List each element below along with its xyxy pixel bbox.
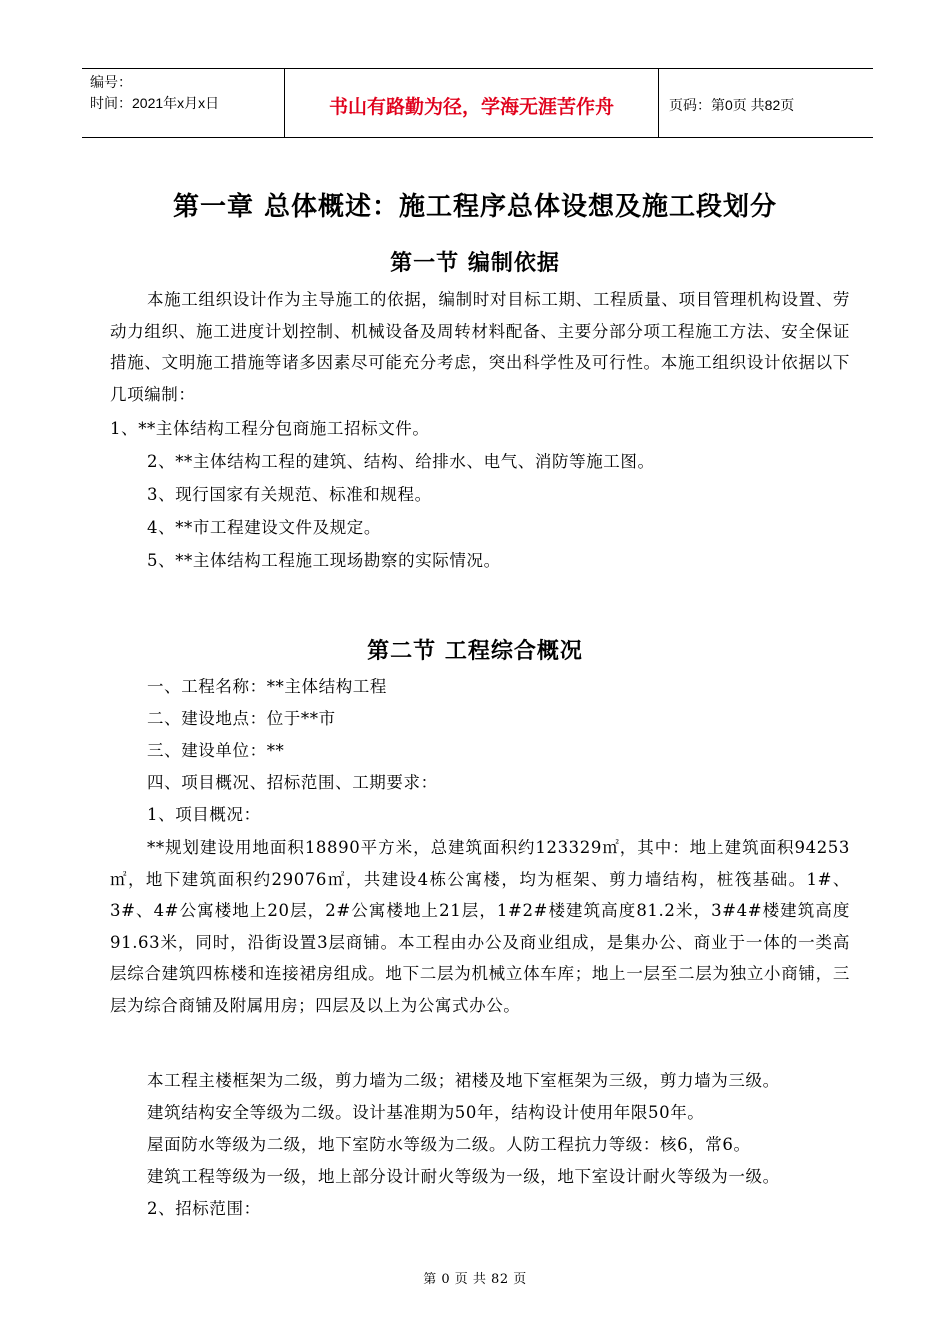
header-page-code: 页码：第0页 共82页 [669, 97, 795, 113]
basis-item: 3、现行国家有关规范、标准和规程。 [147, 485, 432, 504]
page-footer: 第 0 页 共 82 页 [423, 1272, 527, 1287]
basis-item: 5、**主体结构工程施工现场勘察的实际情况。 [147, 551, 501, 570]
detail-line: 2、招标范围： [147, 1199, 261, 1218]
project-line: 三、建设单位：** [147, 741, 285, 760]
section-title: 第二节 工程综合概况 [367, 639, 583, 664]
project-line: 四、项目概况、招标范围、工期要求： [147, 773, 438, 792]
detail-line: 建筑结构安全等级为二级。设计基准期为50年，结构设计使用年限50年。 [147, 1103, 705, 1122]
project-line: 二、建设地点：位于**市 [147, 709, 336, 728]
basis-item: 2、**主体结构工程的建筑、结构、给排水、电气、消防等施工图。 [147, 452, 655, 471]
basis-item: 1、**主体结构工程分包商施工招标文件。 [110, 419, 430, 438]
basis-item: 4、**市工程建设文件及规定。 [147, 518, 381, 537]
project-line: 1、项目概况： [147, 805, 261, 824]
chapter-title: 第一章 总体概述：施工程序总体设想及施工段划分 [172, 192, 778, 222]
detail-line: 本工程主楼框架为二级，剪力墙为二级；裙楼及地下室框架为三级，剪力墙为三级。 [147, 1071, 780, 1090]
section-intro-paragraph: 本施工组织设计作为主导施工的依据，编制时对目标工期、工程质量、项目管理机构设置、劳动力组织、施工进度计划控制、机械设备及周转材料配备、主要分部分项工程施工方法、安全保证措施、文明施工措施等诸多因素尽可能充分考虑，突出科学性及可行性。本施工组织设计依据以下几项编制： [110, 290, 850, 404]
detail-line: 建筑工程等级为一级，地上部分设计耐火等级为一级，地下室设计耐火等级为一级。 [147, 1167, 780, 1186]
header-motto: 书山有路勤为径，学海无涯苦作舟 [285, 69, 659, 137]
detail-line: 屋面防水等级为二级，地下室防水等级为二级。人防工程抗力等级：核6，常6。 [147, 1135, 751, 1154]
header-meta [82, 69, 285, 137]
document-time: 时间：2021年x月x日 [90, 95, 220, 111]
document-number: 编号： [90, 74, 132, 90]
project-overview-paragraph: **规划建设用地面积18890平方米，总建筑面积约123329㎡，其中：地上建筑面积94253㎡，地下建筑面积约29076㎡，共建设4栋公寓楼，均为框架、剪力墙结构，桩筏基础。1#、3#、4#公寓楼地上20层，2#公寓楼地上21层，1#2#楼建筑高度81.2米，3#4#楼建筑高度91.63米，同时，沿街设置3层商铺。本工程由办公及商业组成，是集办公、商业于一体的一类高层综合建筑四栋楼和连接裙房组成。地下二层为机械立体车库；地上一层至二层为独立小商铺，三层为综合商铺及附属用房；四层及以上为公寓式办公。 [110, 838, 850, 1015]
section-title: 第一节 编制依据 [390, 251, 560, 276]
project-line: 一、工程名称：**主体结构工程 [147, 677, 387, 696]
page-header [82, 68, 873, 138]
